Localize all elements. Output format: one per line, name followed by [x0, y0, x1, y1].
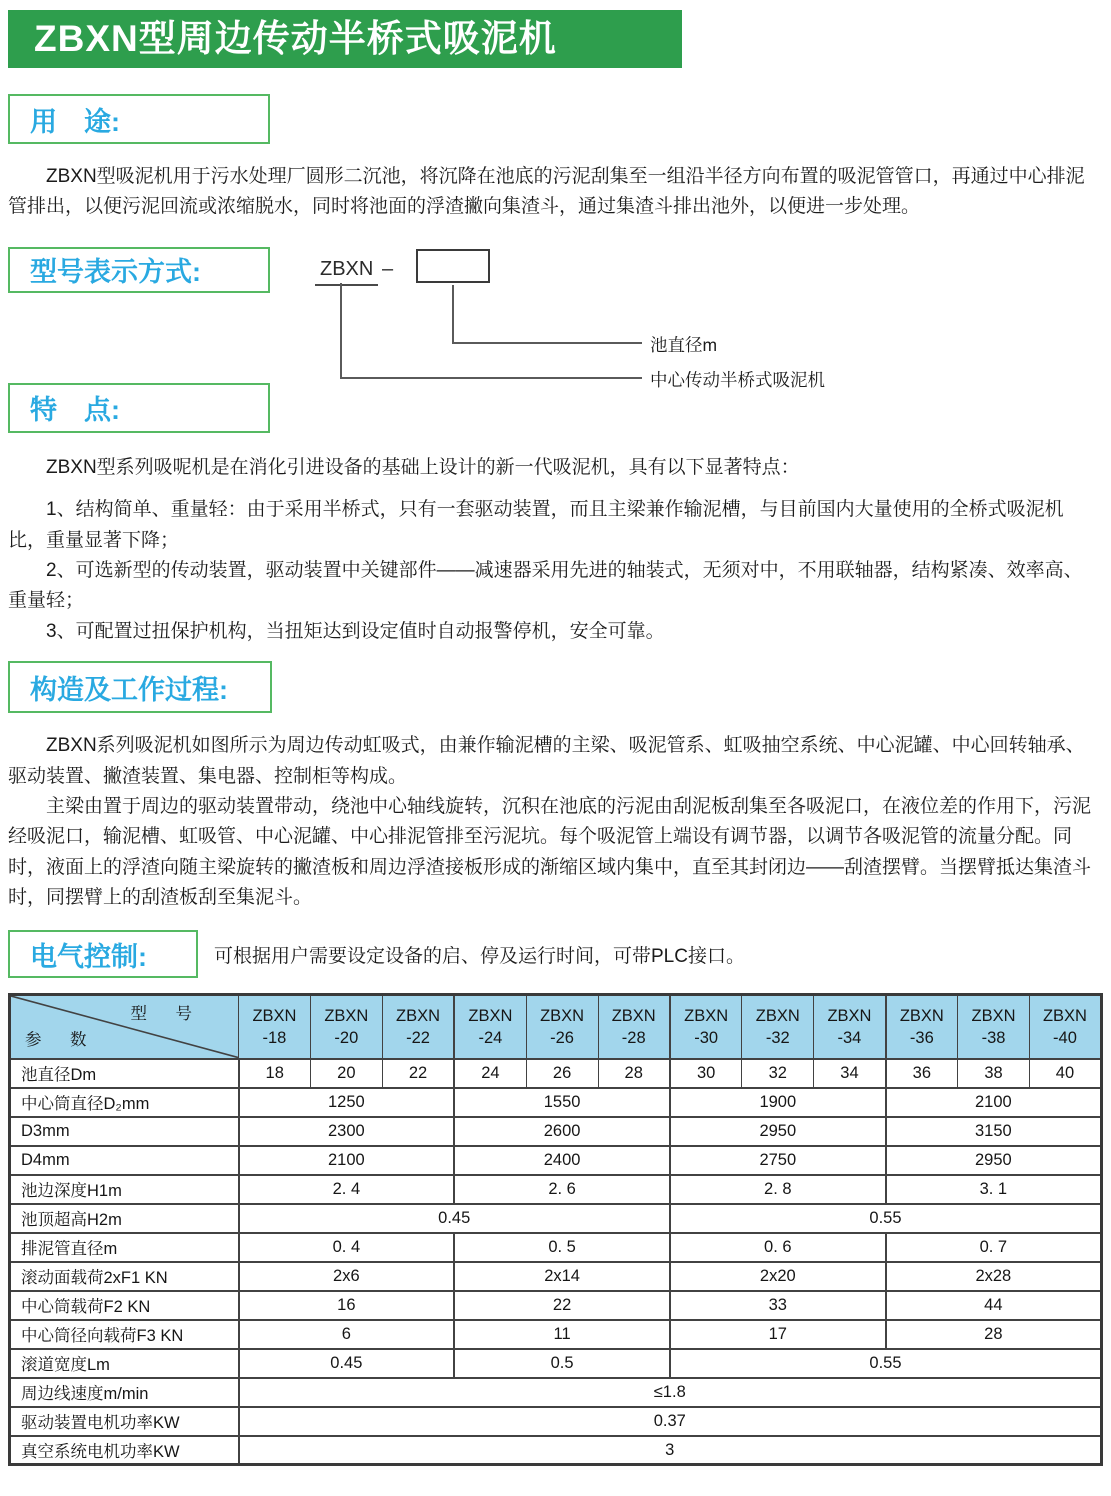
spec-value: 2x20 — [670, 1262, 886, 1291]
spec-value: 32 — [742, 1059, 814, 1088]
model-code-text: ZBXN — [315, 258, 378, 286]
spec-value: 30 — [670, 1059, 742, 1088]
pool-diameter-connector-horizontal — [452, 342, 642, 344]
spec-row — [10, 1349, 1102, 1378]
corner-label-param: 参 数 — [25, 1030, 93, 1049]
spec-value: 34 — [814, 1059, 886, 1088]
spec-value: 2950 — [886, 1146, 1102, 1175]
construction-paragraph-1: ZBXN系列吸泥机如图所示为周边传动虹吸式，由兼作输泥槽的主梁、吸泥管系、虹吸抽空系统、中心泥罐、中心回转轴承、驱动装置、撇渣装置、集电器、控制柜等构成。 — [8, 735, 1085, 787]
spec-value: 2600 — [454, 1117, 670, 1146]
spec-value: 0.5 — [454, 1349, 670, 1378]
spec-value: ≤1.8 — [239, 1378, 1102, 1407]
spec-value: 3. 1 — [886, 1175, 1102, 1204]
param-label: 中心筒直径D₂mm — [10, 1088, 239, 1117]
spec-row — [10, 1262, 1102, 1291]
spec-value: 26 — [526, 1059, 598, 1088]
section-heading-features — [8, 383, 270, 433]
features-intro: ZBXN型系列吸呢机是在消化引进设备的基础上设计的新一代吸泥机，具有以下显著特点： — [46, 456, 800, 478]
spec-value: 0. 7 — [886, 1233, 1102, 1262]
spec-value: 2300 — [239, 1117, 455, 1146]
spec-value: 6 — [239, 1320, 455, 1349]
spec-value: 2. 6 — [454, 1175, 670, 1204]
section-heading-model — [8, 247, 270, 293]
model-number-placeholder-box — [416, 249, 490, 283]
spec-table — [8, 993, 1103, 1466]
electrical-control-row — [8, 930, 1103, 978]
model-column-header: ZBXN -30 — [670, 995, 742, 1059]
spec-value: 0. 5 — [454, 1233, 670, 1262]
spec-row — [10, 1059, 1102, 1088]
model-column-header: ZBXN -32 — [742, 995, 814, 1059]
model-column-header: ZBXN -38 — [958, 995, 1030, 1059]
spec-row — [10, 1146, 1102, 1175]
spec-value: 2100 — [239, 1146, 455, 1175]
spec-row — [10, 1378, 1102, 1407]
spec-value: 36 — [886, 1059, 958, 1088]
spec-value: 18 — [239, 1059, 311, 1088]
param-label: 中心筒径向载荷F3 KN — [10, 1320, 239, 1349]
section-heading-features-label: 特 点: — [30, 395, 120, 426]
spec-value: 2. 4 — [239, 1175, 455, 1204]
spec-value: 2950 — [670, 1117, 886, 1146]
corner-label-model: 型 号 — [130, 1005, 198, 1024]
spec-value: 0.45 — [239, 1349, 455, 1378]
spec-row — [10, 1088, 1102, 1117]
spec-row — [10, 1436, 1102, 1465]
spec-value: 16 — [239, 1291, 455, 1320]
spec-value: 0.55 — [670, 1204, 1102, 1233]
spec-value: 0. 6 — [670, 1233, 886, 1262]
spec-row — [10, 1204, 1102, 1233]
spec-value: 0.37 — [239, 1407, 1102, 1436]
spec-value: 2750 — [670, 1146, 886, 1175]
param-label: 池直径Dm — [10, 1059, 239, 1088]
spec-value: 22 — [454, 1291, 670, 1320]
spec-table-header-row — [10, 995, 1102, 1059]
feature-item-2: 2、可选新型的传动装置，驱动装置中关键部件——减速器采用先进的轴装式，无须对中，不用联轴器，结构紧凑、效率高、重量轻； — [8, 559, 1083, 612]
spec-value: 28 — [598, 1059, 670, 1088]
spec-value: 2x28 — [886, 1262, 1102, 1291]
param-label: 排泥管直径m — [10, 1233, 239, 1262]
section-heading-electrical-label: 电气控制: — [30, 941, 147, 972]
model-dash: – — [382, 257, 394, 280]
spec-value: 44 — [886, 1291, 1102, 1320]
section-heading-purpose — [8, 94, 270, 144]
model-column-header: ZBXN -20 — [310, 995, 382, 1059]
spec-value: 0.45 — [239, 1204, 670, 1233]
param-label: 滚道宽度Lm — [10, 1349, 239, 1378]
spec-value: 24 — [454, 1059, 526, 1088]
spec-value: 38 — [958, 1059, 1030, 1088]
table-corner-cell — [10, 995, 239, 1059]
param-label: 周边线速度m/min — [10, 1378, 239, 1407]
electrical-control-text: 可根据用户需要设定设备的启、停及运行时间，可带PLC接口。 — [214, 945, 745, 967]
model-designation-section — [8, 247, 1103, 390]
feature-item-3: 3、可配置过扭保护机构，当扭矩达到设定值时自动报警停机，安全可靠。 — [46, 620, 665, 642]
model-column-header: ZBXN -18 — [239, 995, 311, 1059]
spec-value: 28 — [886, 1320, 1102, 1349]
spec-row — [10, 1233, 1102, 1262]
spec-value: 1900 — [670, 1088, 886, 1117]
model-column-header: ZBXN -34 — [814, 995, 886, 1059]
spec-value: 2. 8 — [670, 1175, 886, 1204]
spec-value: 3150 — [886, 1117, 1102, 1146]
spec-value: 3 — [239, 1436, 1102, 1465]
model-column-header: ZBXN -24 — [454, 995, 526, 1059]
spec-value: 2x14 — [454, 1262, 670, 1291]
spec-value: 2400 — [454, 1146, 670, 1175]
purpose-paragraph: ZBXN型吸泥机用于污水处理厂圆形二沉池，将沉降在池底的污泥刮集至一组沿半径方向布置的吸泥管管口，再通过中心排泥管排出，以便污泥回流或浓缩脱水，同时将池面的浮渣撇向集渣斗，通过集渣斗排出池外，以便进一步处理。 — [8, 166, 1085, 218]
param-label: D4mm — [10, 1146, 239, 1175]
section-heading-purpose-label: 用 途: — [30, 106, 120, 137]
section-heading-electrical — [8, 930, 198, 978]
spec-row — [10, 1291, 1102, 1320]
param-label: D3mm — [10, 1117, 239, 1146]
spec-row — [10, 1320, 1102, 1349]
spec-value: 22 — [382, 1059, 454, 1088]
param-label: 中心筒载荷F2 KN — [10, 1291, 239, 1320]
model-column-header: ZBXN -40 — [1029, 995, 1101, 1059]
model-column-header: ZBXN -36 — [886, 995, 958, 1059]
pool-diameter-label: 池直径m — [650, 334, 718, 355]
param-label: 驱动装置电机功率KW — [10, 1407, 239, 1436]
section-heading-construction — [8, 661, 272, 713]
feature-item-1: 1、结构简单、重量轻：由于采用半桥式，只有一套驱动装置，而且主梁兼作输泥槽，与目前国内大量使用的全桥式吸泥机比，重量显著下降； — [8, 499, 1064, 551]
param-label: 池边深度H1m — [10, 1175, 239, 1204]
spec-value: 33 — [670, 1291, 886, 1320]
machine-type-connector-vertical — [340, 283, 342, 379]
param-label: 真空系统电机功率KW — [10, 1436, 239, 1465]
section-heading-model-label: 型号表示方式: — [30, 257, 201, 288]
spec-value: 2100 — [886, 1088, 1102, 1117]
model-column-header: ZBXN -22 — [382, 995, 454, 1059]
param-label: 池顶超高H2m — [10, 1204, 239, 1233]
spec-value: 0. 4 — [239, 1233, 455, 1262]
spec-value: 0.55 — [670, 1349, 1102, 1378]
construction-paragraph-2: 主梁由置于周边的驱动装置带动，绕池中心轴线旋转，沉积在池底的污泥由刮泥板刮集至各吸泥口，在液位差的作用下，污泥经吸泥口，输泥槽、虹吸管、中心泥罐、中心排泥管排至污泥坑。每个吸泥管上端设有调节器，以调节各吸泥管的流量分配。同时，液面上的浮渣向随主梁旋转的撇渣板和周边浮渣接板形成的渐缩区域内集中，直至其封闭边——刮渣摆臂。当摆臂抵达集渣斗时，同摆臂上的刮渣板刮至集泥斗。 — [8, 795, 1092, 909]
spec-value: 17 — [670, 1320, 886, 1349]
model-column-header: ZBXN -26 — [526, 995, 598, 1059]
page-title: ZBXN型周边传动半桥式吸泥机 — [8, 10, 682, 68]
spec-value: 1250 — [239, 1088, 455, 1117]
pool-diameter-connector-vertical — [452, 285, 454, 344]
spec-row — [10, 1407, 1102, 1436]
spec-value: 1550 — [454, 1088, 670, 1117]
spec-value: 11 — [454, 1320, 670, 1349]
spec-value: 40 — [1029, 1059, 1101, 1088]
section-heading-construction-label: 构造及工作过程: — [30, 674, 228, 705]
spec-value: 20 — [310, 1059, 382, 1088]
spec-value: 2x6 — [239, 1262, 455, 1291]
param-label: 滚动面载荷2xF1 KN — [10, 1262, 239, 1291]
machine-type-connector-horizontal — [340, 377, 642, 379]
model-column-header: ZBXN -28 — [598, 995, 670, 1059]
spec-row — [10, 1175, 1102, 1204]
spec-row — [10, 1117, 1102, 1146]
machine-type-label: 中心传动半桥式吸泥机 — [650, 369, 825, 390]
